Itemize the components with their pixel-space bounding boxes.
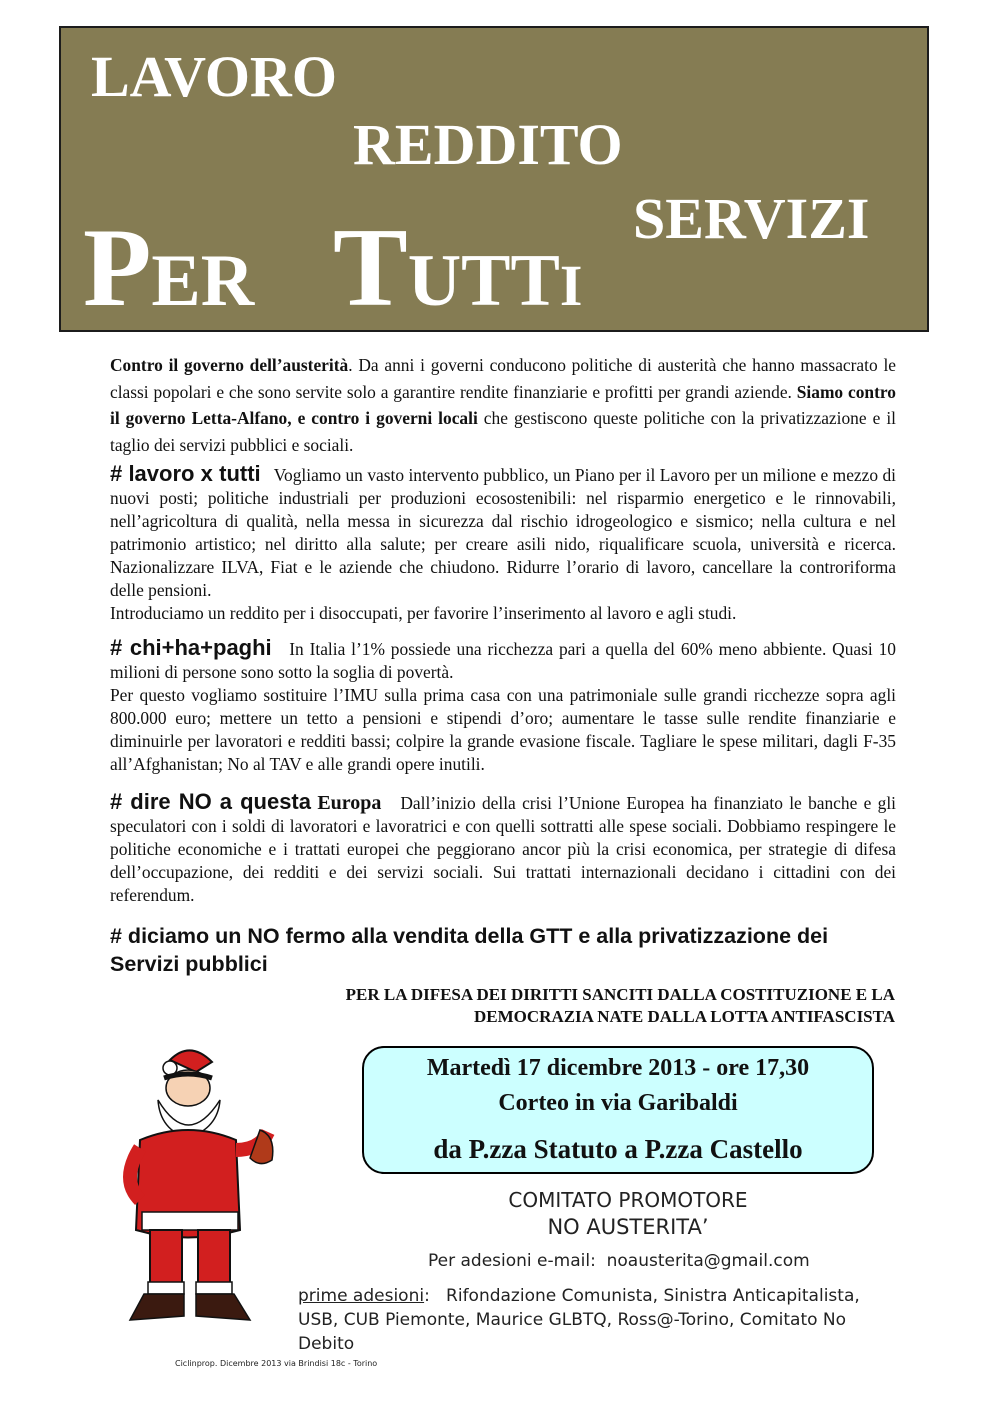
lavoro-tag: # lavoro x tutti — [110, 461, 261, 486]
committee-email: Per adesioni e-mail: noausterita@gmail.com — [428, 1251, 810, 1271]
banner-per: PER — [83, 206, 255, 330]
committee-title: COMITATO PROMOTORE — [508, 1188, 748, 1212]
event-route: da P.zza Statuto a P.zza Castello — [433, 1134, 803, 1164]
gtt-tag: # diciamo un NO — [110, 924, 280, 948]
lavoro-section: # lavoro x tutti Vogliamo un vasto intervento pubblico, un Piano per il Lavoro per un milione e mezzo di nuovi posti; politiche industriali per produzioni ecosostenibili: nel risparmio energetico e le rinnovabili, nell’agricoltura di qualità, nella messa in sicurezza dal rischio idrogeologico e sismico; nella cultura e nel patrimonio artistico; nel diritto alla salute; per creare asili nido, riqualificare scuola, università e ricerca. Nazionalizzare ILVA, Fiat e le aziende che chiudono. Ridurre l’orario di lavoro, cancellare la controriforma delle pensioni. Introduciamo un reddito per i disoccupati, per favorire l’inserimento al lavoro e agli studi. — [110, 461, 897, 623]
intro-lead: Contro il governo dell’austerità — [110, 355, 349, 375]
banner-lavoro: LAVORO — [91, 44, 337, 109]
event-box — [362, 1046, 874, 1174]
santa-claus-illustration — [100, 1040, 280, 1330]
event-what: Corteo in via Garibaldi — [498, 1090, 738, 1116]
banner-reddito: REDDITO — [353, 112, 623, 177]
event-date: Martedì 17 dicembre 2013 - ore 17,30 — [426, 1055, 810, 1081]
banner-servizi: SERVIZI — [633, 186, 870, 251]
paghi-tag: # chi+ha+paghi — [110, 635, 272, 660]
gtt-section: # diciamo un NO fermo alla vendita della GTT e alla privatizzazione dei Servizi pubblici — [110, 924, 829, 976]
banner-tutti: TUTTI — [333, 206, 583, 330]
footer-print-note: Ciclinprop. Dicembre 2013 via Brindisi 18c - Torino — [175, 1359, 378, 1368]
paghi-section: # chi+ha+paghi In Italia l’1% possiede una ricchezza pari a quella del 60% meno abbiente. Quasi 10 milioni di persone sono sotto la soglia di povertà. Per questo vogliamo sostituire l’IMU sulla prima casa con una patrimoniale sulle grandi ricchezze sopra agli 800.000 euro; mettere un tetto a pensioni e stipendi d’oro; aumentare le tasse sulle rendite finanziarie e diminuirle per lavoratori e redditi bassi; colpire la grande evasione fiscale. Tagliare le spese militari, dagli F-35 all’Afghanistan; No al TAV e alle grandi opere inutili. — [110, 635, 896, 774]
europa-section: # dire NO a questa Europa Dall’inizio della crisi l’Unione Europea ha finanziato le banche e gli speculatori con i soldi di lavoratori e lavoratrici e con quelli sottratti alle spese sociali. Dobbiamo respingere le politiche economiche e i trattati europei che peggiorano ancor più la crisi economica, per strategie di difesa dell’occupazione, dei redditi e dei servizi sociali. Sui trattati internazionali decidano i cittadini con dei referendum. — [110, 789, 896, 905]
title-banner — [59, 26, 929, 332]
committee-name: NO AUSTERITA’ — [547, 1215, 709, 1239]
email-link[interactable]: noausterita@gmail.com — [606, 1251, 810, 1271]
intro-paragraph: Contro il governo dell’austerità. Da anni i governi conducono politiche di austerità che hanno massacrato le classi popolari e che sono servite solo a garantire rendite finanziarie e profitti per grandi aziende. Siamo contro il governo Letta-Alfano, e contro i governi locali che gestiscono queste politiche con la privatizzazione e il taglio dei servizi pubblici e sociali. — [110, 355, 896, 455]
europa-tag: # dire NO a questa — [110, 789, 311, 814]
difesa-statement: PER LA DIFESA DEI DIRITTI SANCITI DALLA COSTITUZIONE E LA DEMOCRAZIA NATE DALLA LOTTA ANTIFASCISTA — [345, 985, 895, 1026]
committee-adesioni: prime adesioni: Rifondazione Comunista, Sinistra Anticapitalista, USB, CUB Piemonte, Maurice GLBTQ, Ross@-Torino, Comitato No Debito — [298, 1286, 860, 1354]
